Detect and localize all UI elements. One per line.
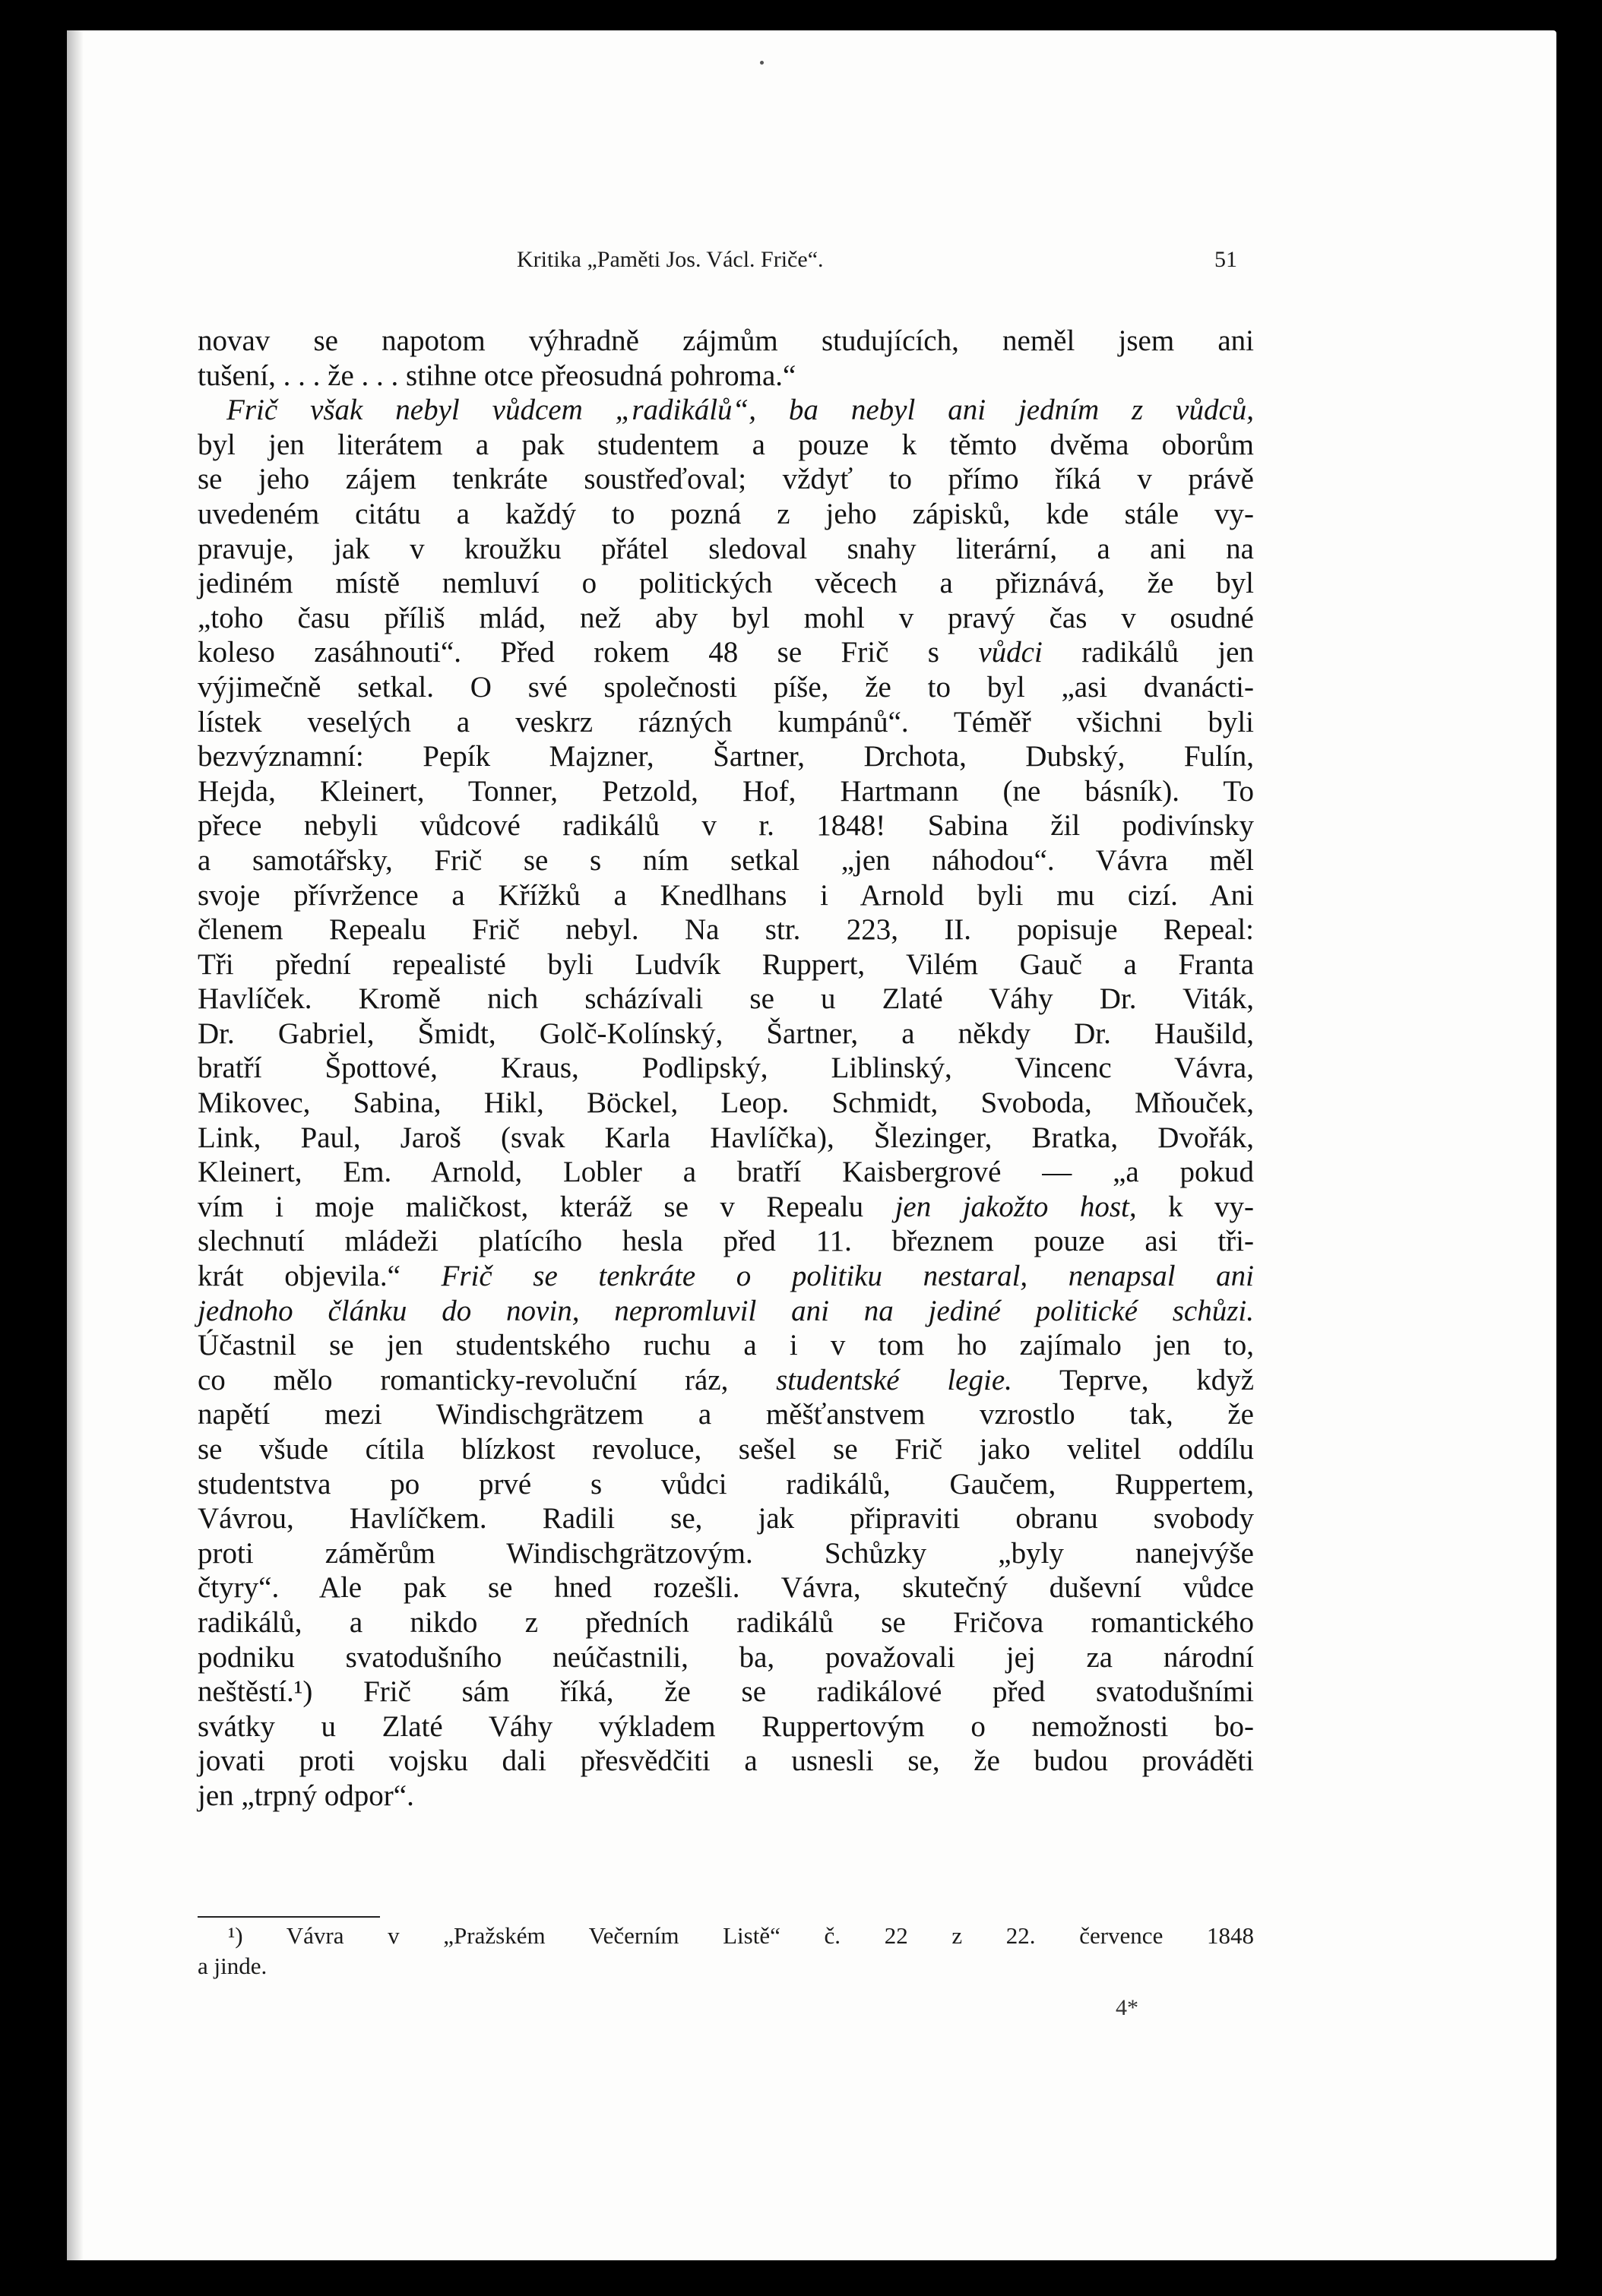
text-line: uvedeném citátu a každý to pozná z jeho zápisků, kde stále vy- xyxy=(198,497,1254,530)
body-text xyxy=(198,324,1254,1814)
text-line: pravuje, jak v kroužku přátel sledoval snahy literární, a ani na xyxy=(198,532,1254,565)
running-head: Kritika „Paměti Jos. Václ. Friče“. xyxy=(517,247,824,272)
text-line: přece nebyli vůdcové radikálů v r. 1848! Sabina žil podivínsky xyxy=(198,809,1254,843)
text-segment-italic: studentské legie. xyxy=(776,1363,1012,1396)
text-segment: radikálů jen xyxy=(1081,636,1254,669)
text-segment: krát objevila.“ xyxy=(198,1260,400,1293)
text-line: svoje přívržence a Křížků a Knedlhans i Arnold byli mu cizí. Ani xyxy=(198,878,1254,912)
text-line: radikálů, a nikdo z předních radikálů se Fričova romantického xyxy=(198,1605,1254,1639)
page-header xyxy=(0,247,1602,277)
text-segment-italic: vůdci xyxy=(978,636,1043,669)
text-segment: Teprve, když xyxy=(1059,1363,1255,1396)
text-line: „toho času příliš mlád, než aby byl mohl v pravý čas v osudné xyxy=(198,601,1254,634)
page-speck xyxy=(760,61,764,65)
text-line: Hejda, Kleinert, Tonner, Petzold, Hof, Hartmann (ne básník). To xyxy=(198,774,1254,808)
footnote-line: a jinde. xyxy=(198,1953,268,1979)
text-line: slechnutí mládeži platícího hesla před 11. březnem pouze asi tři- xyxy=(198,1225,1254,1258)
text-line: Účastnil se jen studentského ruchu a i v tom ho zajímalo jen to, xyxy=(198,1329,1254,1362)
text-line: Vávrou, Havlíčkem. Radili se, jak připraviti obranu svobody xyxy=(198,1502,1254,1535)
text-line: jediném místě nemluví o politických věcech a přiznává, že byl xyxy=(198,567,1254,600)
footnote-rule xyxy=(198,1916,380,1918)
text-line: svátky u Zlaté Váhy výkladem Ruppertovým o nemožnosti bo- xyxy=(198,1709,1254,1743)
text-line: se všude cítila blízkost revoluce, sešel se Frič jako velitel oddílu xyxy=(198,1433,1254,1466)
footnote-line: ¹) Vávra v „Pražském Večerním Listě“ č. 22 z 22. července 1848 xyxy=(228,1922,1254,1949)
text-line: studentstva po prvé s vůdci radikálů, Gaučem, Ruppertem, xyxy=(198,1467,1254,1501)
text-line: Havlíček. Kromě nich scházívali se u Zlaté Váhy Dr. Viták, xyxy=(198,982,1254,1016)
text-line: Link, Paul, Jaroš (svak Karla Havlíčka), Šlezinger, Bratka, Dvořák, xyxy=(198,1121,1254,1154)
text-line: proti záměrům Windischgrätzovým. Schůzky „byly nanejvýše xyxy=(198,1536,1254,1570)
text-line: čtyry“. Ale pak se hned rozešli. Vávra, skutečný duševní vůdce xyxy=(198,1571,1254,1605)
text-line: napětí mezi Windischgrätzem a měšťanstvem vzrostlo tak, že xyxy=(198,1398,1254,1431)
text-segment-italic: Frič se tenkráte o politiku nestaral, nenapsal ani xyxy=(441,1260,1255,1293)
text-line: jednoho článku do novin, nepromluvil ani na jediné politické schůzi. xyxy=(198,1294,1254,1327)
text-line: lístek veselých a veskrz rázných kumpánů“. Téměř všichni byli xyxy=(198,705,1254,738)
text-line: výjimečně setkal. O své společnosti píše, že to byl „asi dvanácti- xyxy=(198,670,1254,704)
text-line: členem Repealu Frič nebyl. Na str. 223, II. popisuje Repeal: xyxy=(198,913,1254,947)
text-line: tušení, . . . že . . . stihne otce přeosudná pohroma.“ xyxy=(198,359,796,392)
text-line xyxy=(198,1259,1254,1294)
text-line: jovati proti vojsku dali přesvědčiti a usnesli se, že budou prováděti xyxy=(198,1744,1254,1778)
text-line: a samotářsky, Frič se s ním setkal „jen náhodou“. Vávra měl xyxy=(198,843,1254,877)
signature-mark: 4* xyxy=(1116,1995,1138,2020)
text-line: Tři přední repealisté byli Ludvík Ruppert, Vilém Gauč a Franta xyxy=(198,947,1254,981)
text-line: novav se napotom výhradně zájmům studujících, neměl jsem ani xyxy=(198,324,1254,357)
text-segment: co mělo romanticky-revoluční ráz, xyxy=(198,1363,729,1396)
text-line: podniku svatodušního neúčastnili, ba, považovali jej za národní xyxy=(198,1640,1254,1674)
text-segment: koleso zasáhnouti“. Před rokem 48 se Frič s xyxy=(198,636,939,669)
spine-shadow xyxy=(67,30,84,2260)
text-line xyxy=(198,1190,1254,1225)
text-line: Kleinert, Em. Arnold, Lobler a bratří Kaisbergrové — „a pokud xyxy=(198,1156,1254,1189)
text-segment-italic: jen jakožto host, xyxy=(894,1190,1137,1223)
text-line: Mikovec, Sabina, Hikl, Böckel, Leop. Schmidt, Svoboda, Mňouček, xyxy=(198,1086,1254,1120)
text-line: jen „trpný odpor“. xyxy=(198,1779,414,1812)
text-line: bratří Špottové, Kraus, Podlipský, Liblinský, Vincenc Vávra, xyxy=(198,1052,1254,1085)
text-line: bezvýznamní: Pepík Majzner, Šartner, Drchota, Dubský, Fulín, xyxy=(198,740,1254,773)
text-line: Frič však nebyl vůdcem „radikálů“, ba nebyl ani jedním z vůdců, xyxy=(226,394,1254,427)
page-number: 51 xyxy=(1214,247,1237,272)
text-segment: k vy- xyxy=(1168,1190,1255,1223)
text-line: byl jen literátem a pak studentem a pouze k těmto dvěma oborům xyxy=(198,428,1254,461)
text-line: se jeho zájem tenkráte soustřeďoval; vždyť to přímo říká v právě xyxy=(198,463,1254,496)
text-line: Dr. Gabriel, Šmidt, Golč-Kolínský, Šartner, a někdy Dr. Haušild, xyxy=(198,1017,1254,1050)
footnote xyxy=(198,1921,1254,1981)
text-line xyxy=(198,635,1254,670)
text-segment: vím i moje maličkost, kteráž se v Repealu xyxy=(198,1190,864,1223)
text-line xyxy=(198,1363,1254,1398)
text-line: neštěstí.¹) Frič sám říká, že se radikálové před svatodušními xyxy=(198,1675,1254,1709)
